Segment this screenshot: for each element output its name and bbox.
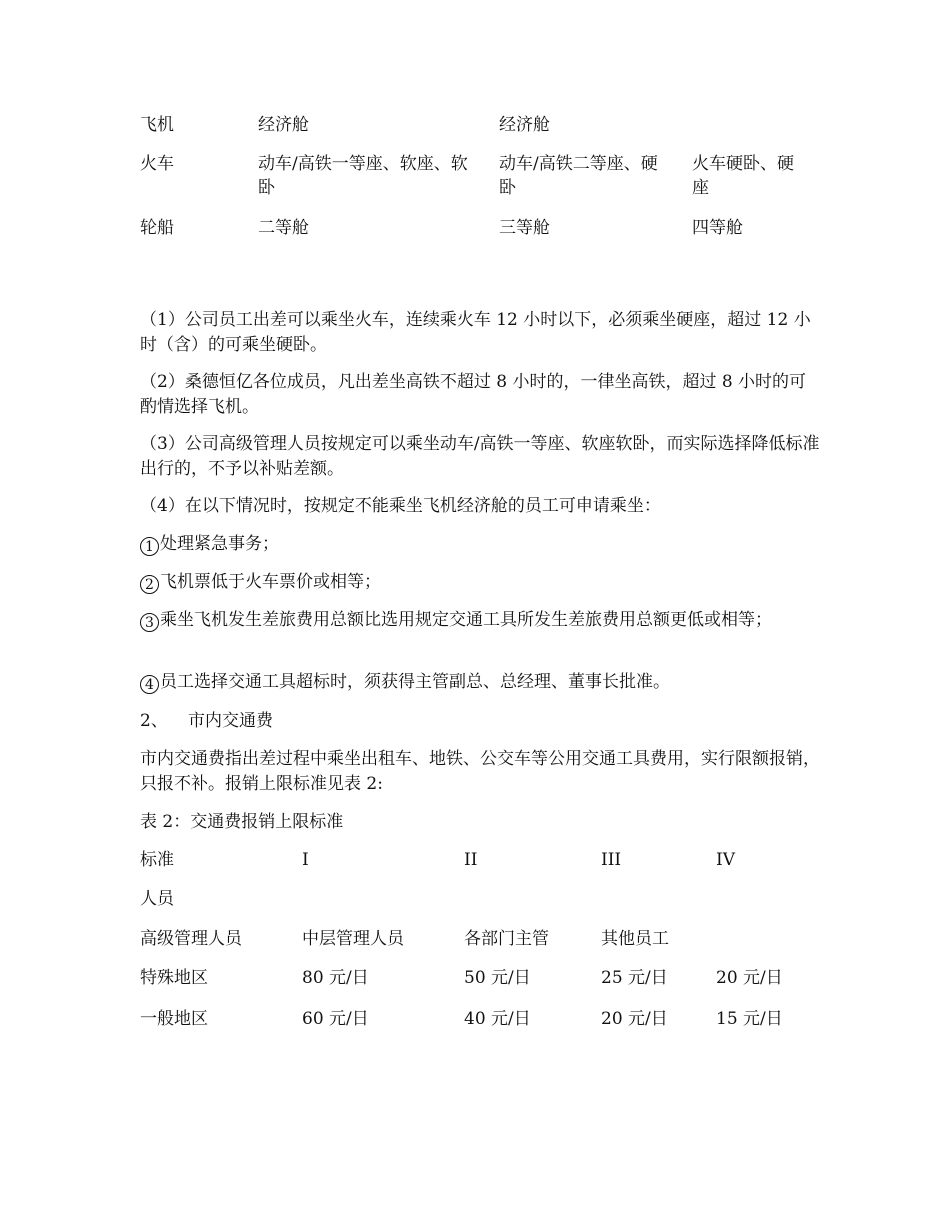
- table2-value-cell: 80 元/日: [302, 968, 369, 988]
- table1-cell: 经济舱: [499, 115, 550, 135]
- table2-value-cell: 20 元/日: [601, 1009, 668, 1029]
- circled-number: 2: [140, 575, 159, 594]
- table2-region-cell: 特殊地区: [140, 968, 208, 988]
- table2-value-cell: 40 元/日: [464, 1009, 531, 1029]
- circled-number: 4: [140, 675, 159, 694]
- table2-header-cell: I: [302, 850, 309, 870]
- table2-role-cell: 其他员工: [601, 929, 669, 949]
- table2-role-cell: 高级管理人员: [140, 929, 242, 949]
- rule-paragraph-4: （4）在以下情况时，按规定不能乘坐飞机经济舱的员工可申请乘坐：: [140, 496, 661, 516]
- table2-value-cell: 20 元/日: [716, 968, 783, 988]
- exception-item: [140, 608, 820, 633]
- exception-item: [140, 570, 820, 595]
- table1-cell: 动车/高铁二等座、硬卧: [499, 154, 658, 198]
- table2-region-cell: 一般地区: [140, 1009, 208, 1029]
- table2-header-cell: 标准: [140, 850, 174, 870]
- table2-value-cell: 15 元/日: [716, 1009, 783, 1029]
- table1-cell: 四等舱: [692, 218, 743, 238]
- exception-item: [140, 670, 820, 695]
- table1-cell: 二等舱: [258, 218, 309, 238]
- exception-item-text: 处理紧急事务；: [160, 534, 279, 554]
- table1-cell: 火车硬卧、硬座: [692, 154, 794, 198]
- table2-value-cell: 50 元/日: [464, 968, 531, 988]
- section-number: 2、: [140, 711, 168, 731]
- table1-mode-cell: 飞机: [140, 115, 174, 135]
- table2-header-cell: III: [601, 850, 622, 870]
- rule-paragraph-2: （2）桑德恒亿各位成员，凡出差坐高铁不超过 8 小时的，一律坐高铁，超过 8 小时的可酌情选择飞机。: [140, 372, 807, 417]
- section-title: 市内交通费: [188, 711, 273, 731]
- circled-number: 1: [140, 537, 159, 556]
- table2-header-cell: II: [464, 850, 478, 870]
- table1-cell: 经济舱: [258, 115, 309, 135]
- table1-cell: 动车/高铁一等座、软座、软卧: [258, 154, 468, 198]
- table1-cell: 三等舱: [499, 218, 550, 238]
- section-description: 市内交通费指出差过程中乘坐出租车、地铁、公交车等公用交通工具费用，实行限额报销，只报不补。报销上限标准见表 2:: [140, 749, 820, 794]
- table1-mode-cell: 轮船: [140, 218, 174, 238]
- table2-value-cell: 25 元/日: [601, 968, 668, 988]
- table2-role-cell: 中层管理人员: [302, 929, 404, 949]
- table1-mode-cell: 火车: [140, 154, 174, 174]
- table2-header-cell: IV: [716, 850, 735, 870]
- table2-value-cell: 60 元/日: [302, 1009, 369, 1029]
- table2-person-label: 人员: [140, 889, 174, 909]
- table2-role-cell: 各部门主管: [464, 929, 549, 949]
- exception-item: [140, 532, 820, 557]
- rule-paragraph-1: （1）公司员工出差可以乘坐火车，连续乘火车 12 小时以下，必须乘坐硬座，超过 12 小时（含）的可乘坐硬卧。: [140, 310, 811, 355]
- rule-paragraph-3: （3）公司高级管理人员按规定可以乘坐动车/高铁一等座、软座软卧，而实际选择降低标准出行的，不予以补贴差额。: [140, 434, 820, 479]
- exception-item-text: 飞机票低于火车票价或相等；: [160, 572, 381, 592]
- exception-item-text: 乘坐飞机发生差旅费用总额比选用规定交通工具所发生差旅费用总额更低或相等；: [160, 610, 772, 630]
- table-caption: 表 2：交通费报销上限标准: [140, 812, 344, 832]
- exception-item-text: 员工选择交通工具超标时，须获得主管副总、总经理、董事长批准。: [160, 672, 670, 692]
- circled-number: 3: [140, 613, 159, 632]
